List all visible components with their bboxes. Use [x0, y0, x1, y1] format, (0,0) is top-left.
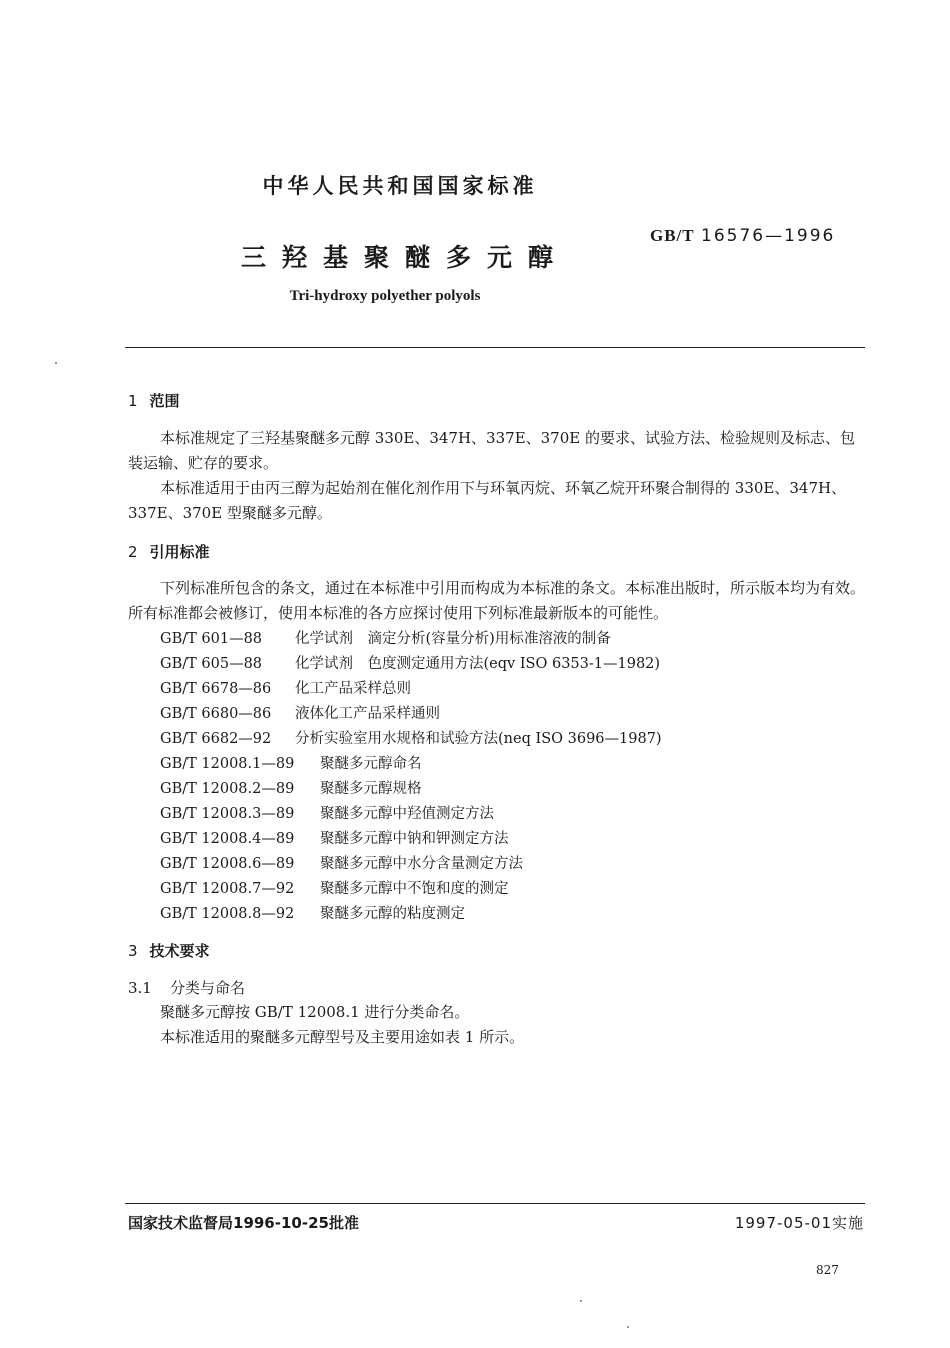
reference-item — [160, 877, 509, 898]
reference-item — [160, 777, 422, 798]
section-number: 3 — [128, 942, 138, 960]
standard-code-number: 16576—1996 — [701, 226, 836, 246]
reference-title: 聚醚多元醇中羟值测定方法 — [320, 806, 494, 822]
reference-title: 化学试剂 色度测定通用方法(eqv ISO 6353-1—1982) — [295, 656, 661, 672]
reference-code: GB/T 6682—92 — [160, 731, 272, 747]
reference-title: 聚醚多元醇中钠和钾测定方法 — [320, 831, 509, 847]
footer-divider — [125, 1203, 865, 1204]
reference-item — [160, 902, 465, 923]
subsection-3-1-paragraph-2: 本标准适用的聚醚多元醇型号及主要用途如表 1 所示。 — [160, 1028, 525, 1046]
scan-speck — [55, 362, 57, 364]
subsection-3-1-paragraph-1: 聚醚多元醇按 GB/T 12008.1 进行分类命名。 — [160, 1003, 470, 1021]
subsection-title: 分类与命名 — [170, 979, 246, 997]
document-title-chinese: 三羟基聚醚多元醇 — [240, 243, 569, 272]
page-number: 827 — [816, 1263, 839, 1277]
section-title: 范围 — [149, 392, 180, 410]
header-divider — [125, 347, 865, 348]
section-title: 引用标准 — [149, 543, 210, 561]
reference-title: 聚醚多元醇规格 — [320, 781, 422, 797]
reference-item — [160, 627, 611, 648]
reference-title: 聚醚多元醇中不饱和度的测定 — [320, 881, 509, 897]
section-1-paragraph-2: 本标准适用于由丙三醇为起始剂在催化剂作用下与环氧丙烷、环氧乙烷开环聚合制得的 330E、347H、337E、370E 型聚醚多元醇。 — [128, 479, 847, 522]
reference-item — [160, 852, 523, 873]
subsection-3-1-heading — [128, 976, 245, 1001]
reference-title: 聚醚多元醇中水分含量测定方法 — [320, 856, 523, 872]
section-2-heading — [128, 541, 210, 562]
section-3-heading — [128, 940, 210, 961]
reference-title: 液体化工产品采样通则 — [295, 706, 440, 722]
reference-title: 分析实验室用水规格和试验方法(neq ISO 3696—1987) — [295, 731, 662, 747]
effective-date: 1997-05-01实施 — [734, 1214, 864, 1232]
national-standard-heading: 中华人民共和国国家标准 — [262, 174, 538, 198]
reference-item — [160, 752, 422, 773]
scan-speck — [627, 1326, 629, 1328]
reference-code: GB/T 6680—86 — [160, 706, 272, 722]
reference-item — [160, 827, 509, 848]
reference-code: GB/T 12008.7—92 — [160, 881, 295, 897]
reference-item — [160, 702, 440, 723]
reference-code: GB/T 12008.1—89 — [160, 756, 295, 772]
approval-statement: 国家技术监督局1996-10-25批准 — [128, 1214, 359, 1232]
reference-code: GB/T 12008.4—89 — [160, 831, 295, 847]
section-number: 1 — [128, 392, 138, 410]
subsection-number: 3.1 — [128, 979, 152, 997]
reference-item — [160, 727, 662, 748]
scan-speck — [580, 1300, 582, 1302]
reference-code: GB/T 6678—86 — [160, 681, 272, 697]
section-2-intro: 下列标准所包含的条文，通过在本标准中引用而构成为本标准的条文。本标准出版时，所示版本均为有效。所有标准都会被修订，使用本标准的各方应探讨使用下列标准最新版本的可能性。 — [128, 579, 866, 622]
section-1-heading — [128, 390, 180, 411]
document-title-english: Tri-hydroxy polyether polyols — [289, 288, 481, 304]
reference-title: 聚醚多元醇命名 — [320, 756, 422, 772]
reference-item — [160, 677, 411, 698]
reference-code: GB/T 12008.2—89 — [160, 781, 295, 797]
reference-item — [160, 802, 494, 823]
section-number: 2 — [128, 543, 138, 561]
section-title: 技术要求 — [149, 942, 210, 960]
reference-code: GB/T 12008.3—89 — [160, 806, 295, 822]
section-1-paragraph-1: 本标准规定了三羟基聚醚多元醇 330E、347H、337E、370E 的要求、试验方法、检验规则及标志、包装运输、贮存的要求。 — [128, 429, 855, 472]
reference-title: 聚醚多元醇的粘度测定 — [320, 906, 465, 922]
reference-title: 化学试剂 滴定分析(容量分析)用标准溶液的制备 — [295, 631, 611, 647]
reference-code: GB/T 12008.8—92 — [160, 906, 295, 922]
reference-code: GB/T 12008.6—89 — [160, 856, 295, 872]
reference-code: GB/T 605—88 — [160, 656, 263, 672]
reference-title: 化工产品采样总则 — [295, 681, 411, 697]
reference-item — [160, 652, 660, 673]
standard-code-prefix: GB/T — [650, 226, 695, 245]
reference-code: GB/T 601—88 — [160, 631, 263, 647]
